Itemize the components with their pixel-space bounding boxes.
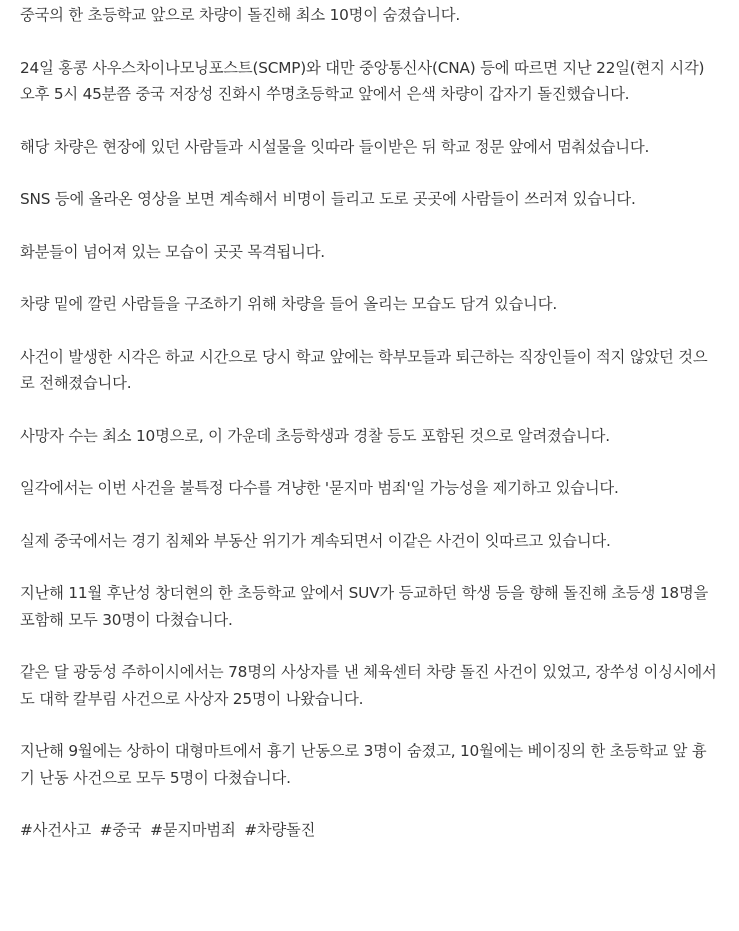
article-paragraph-7: 사건이 발생한 시각은 하교 시간으로 당시 학교 앞에는 학부모들과 퇴근하는 직장인들이 적지 않았던 것으로 전해졌습니다. [20,347,708,392]
article-paragraph-12: 같은 달 광둥성 주하이시에서는 78명의 사상자를 낸 체육센터 차량 돌진 사건이 있었고, 장쑤성 이싱시에서도 대학 칼부림 사건으로 사상자 25명이 나왔습니다. [20,663,717,708]
article-paragraph-9: 일각에서는 이번 사건을 불특정 다수를 겨냥한 '묻지마 범죄'일 가능성을 제기하고 있습니다. [20,479,619,497]
article-paragraph-2: 24일 홍콩 사우스차이나모닝포스트(SCMP)와 대만 중앙통신사(CNA) 등에 따르면 지난 22일(현지 시각) 오후 5시 45분쯤 중국 저장성 진화시 쑤명초등학교 앞에서 은색 차량이 갑자기 돌진했습니다. [20,58,705,103]
article-paragraph-11: 지난해 11월 후난성 창더현의 한 초등학교 앞에서 SUV가 등교하던 학생 등을 향해 돌진해 초등생 18명을 포함해 모두 30명이 다쳤습니다. [20,584,709,629]
article-body [20,2,720,844]
article-paragraph-5: 화분들이 넘어져 있는 모습이 곳곳 목격됩니다. [20,242,325,261]
article-paragraph-4: SNS 등에 올라온 영상을 보면 계속해서 비명이 들리고 도로 곳곳에 사람들이 쓰러져 있습니다. [20,190,636,208]
hashtag-link[interactable]: #차량돌진 [244,821,316,839]
article-paragraph-3: 해당 차량은 현장에 있던 사람들과 시설물을 잇따라 들이받은 뒤 학교 정문 앞에서 멈춰섰습니다. [20,137,650,156]
article-paragraph-1: 중국의 한 초등학교 앞으로 차량이 돌진해 최소 10명이 숨졌습니다. [20,6,461,24]
article-paragraph-8: 사망자 수는 최소 10명으로, 이 가운데 초등학생과 경찰 등도 포함된 것으로 알려졌습니다. [20,426,610,445]
article-paragraph-6: 차량 밑에 깔린 사람들을 구조하기 위해 차량을 들어 올리는 모습도 담겨 있습니다. [20,295,557,313]
hashtag-link[interactable]: #사건사고 [20,821,91,839]
hashtag-link[interactable]: #묻지마범죄 [150,821,236,839]
article-paragraph-13: 지난해 9월에는 상하이 대형마트에서 흉기 난동으로 3명이 숨졌고, 10월에는 베이징의 한 초등학교 앞 흉기 난동 사건으로 모두 5명이 다쳤습니다. [20,742,707,787]
article-paragraph-10: 실제 중국에서는 경기 침체와 부동산 위기가 계속되면서 이같은 사건이 잇따르고 있습니다. [20,531,611,550]
hashtag-list [20,817,720,844]
hashtag-link[interactable]: #중국 [99,821,142,839]
